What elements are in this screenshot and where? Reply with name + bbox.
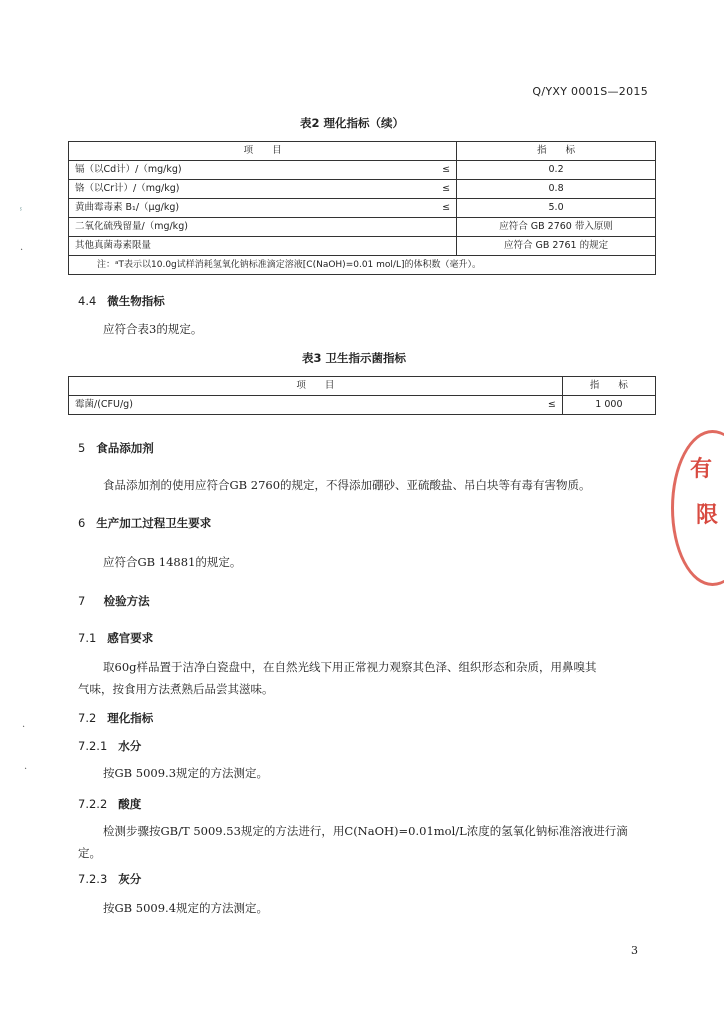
scan-speck-icon: · xyxy=(22,722,26,733)
section-number: 7.2.2 xyxy=(78,797,108,811)
section-4-4-heading xyxy=(78,293,165,309)
section-7-2-1-text: 按GB 5009.3规定的方法测定。 xyxy=(103,766,269,780)
table-cell-name: 二氧化硫残留量/（mg/kg) xyxy=(69,218,425,237)
standard-code: Q/YXY 0001S—2015 xyxy=(532,85,648,98)
table3-header-row xyxy=(69,377,656,396)
section-number: 4.4 xyxy=(78,294,97,308)
section-title: 食品添加剂 xyxy=(96,441,154,455)
section-7-1-heading xyxy=(78,630,153,646)
section-5-text: 食品添加剂的使用应符合GB 2760的规定，不得添加硼砂、亚硫酸盐、吊白块等有毒有害物质。 xyxy=(103,478,591,492)
section-6-heading xyxy=(78,515,211,531)
section-number: 7.2.1 xyxy=(78,739,108,753)
section-title: 灰分 xyxy=(118,872,142,886)
scan-speck-icon: ⸯ xyxy=(18,209,24,220)
table2 xyxy=(68,141,656,275)
table-row xyxy=(69,199,656,218)
table3-caption: 表3 卫生指示菌指标 xyxy=(302,351,407,365)
table-row xyxy=(69,161,656,180)
table2-head-item: 项 目 xyxy=(69,142,457,161)
section-7-2-3-text: 按GB 5009.4规定的方法测定。 xyxy=(103,901,269,915)
section-7-2-heading xyxy=(78,710,153,726)
table3 xyxy=(68,376,656,415)
table-cell-value: 0.8 xyxy=(457,180,656,199)
table2-header-row xyxy=(69,142,656,161)
table2-note-row xyxy=(69,256,656,275)
table-cell-value: 1 000 xyxy=(562,396,655,415)
section-7-2-2-text-line1: 检测步骤按GB/T 5009.53规定的方法进行，用C(NaOH)=0.01mol/L浓度的氢氧化钠标准溶液进行滴 xyxy=(103,824,628,838)
section-title: 理化指标 xyxy=(107,711,154,725)
table-cell-rel: ≤ xyxy=(424,199,457,218)
table-row xyxy=(69,218,656,237)
table2-caption: 表2 理化指标（续） xyxy=(300,116,405,130)
section-title: 生产加工过程卫生要求 xyxy=(96,516,212,530)
section-title: 微生物指标 xyxy=(107,294,165,308)
scan-speck-icon: · xyxy=(24,764,28,775)
stamp-char-2: 限 xyxy=(696,502,719,528)
section-title: 感官要求 xyxy=(107,631,154,645)
section-6-text: 应符合GB 14881的规定。 xyxy=(103,555,242,569)
table-cell-name: 黄曲霉毒素 B₁/（μg/kg) xyxy=(69,199,425,218)
scan-speck-icon: · xyxy=(20,245,24,256)
section-number: 7 xyxy=(78,594,86,608)
table2-note: 注：ᵃT表示以10.0g试样消耗氢氧化钠标准滴定溶液[C(NaOH)=0.01 mol/L]的体积数（毫升）。 xyxy=(69,256,656,275)
section-number: 7.1 xyxy=(78,631,97,645)
section-number: 5 xyxy=(78,441,86,455)
stamp-char-1: 有 xyxy=(690,456,713,482)
table3-head-value: 指 标 xyxy=(562,377,655,396)
section-7-2-2-heading xyxy=(78,796,141,812)
table2-head-value: 指 标 xyxy=(457,142,656,161)
section-7-1-text-line1: 取60g样品置于洁净白瓷盘中，在自然光线下用正常视力观察其色泽、组织形态和杂质，用鼻嗅其 xyxy=(103,660,597,674)
table-row xyxy=(69,180,656,199)
table-cell-rel xyxy=(424,237,457,256)
section-7-2-1-heading xyxy=(78,738,141,754)
section-title: 检验方法 xyxy=(103,594,150,608)
table-cell-value: 5.0 xyxy=(457,199,656,218)
section-7-heading xyxy=(78,593,150,609)
section-4-4-text: 应符合表3的规定。 xyxy=(103,322,203,336)
table-cell-name: 镉（以Cd计）/（mg/kg) xyxy=(69,161,425,180)
table-cell-value: 应符合 GB 2761 的规定 xyxy=(457,237,656,256)
section-number: 6 xyxy=(78,516,86,530)
section-number: 7.2 xyxy=(78,711,97,725)
table-cell-value: 0.2 xyxy=(457,161,656,180)
table-cell-value: 应符合 GB 2760 带入原则 xyxy=(457,218,656,237)
section-7-2-3-heading xyxy=(78,871,141,887)
table-row xyxy=(69,396,656,415)
table-cell-rel xyxy=(424,218,457,237)
section-title: 水分 xyxy=(118,739,142,753)
section-title: 酸度 xyxy=(118,797,142,811)
section-number: 7.2.3 xyxy=(78,872,108,886)
table3-head-item: 项 目 xyxy=(69,377,563,396)
table-cell-rel: ≤ xyxy=(530,396,563,415)
table-cell-rel: ≤ xyxy=(424,180,457,199)
table-cell-name: 霉菌/(CFU/g) xyxy=(69,396,530,415)
table-cell-name: 其他真菌毒素限量 xyxy=(69,237,425,256)
section-7-1-text-line2: 气味，按食用方法煮熟后品尝其滋味。 xyxy=(78,682,274,696)
table-cell-rel: ≤ xyxy=(424,161,457,180)
table-row xyxy=(69,237,656,256)
page-number: 3 xyxy=(631,944,638,957)
section-5-heading xyxy=(78,440,154,456)
table-cell-name: 铬（以Cr计）/（mg/kg) xyxy=(69,180,425,199)
section-7-2-2-text-line2: 定。 xyxy=(78,846,101,860)
